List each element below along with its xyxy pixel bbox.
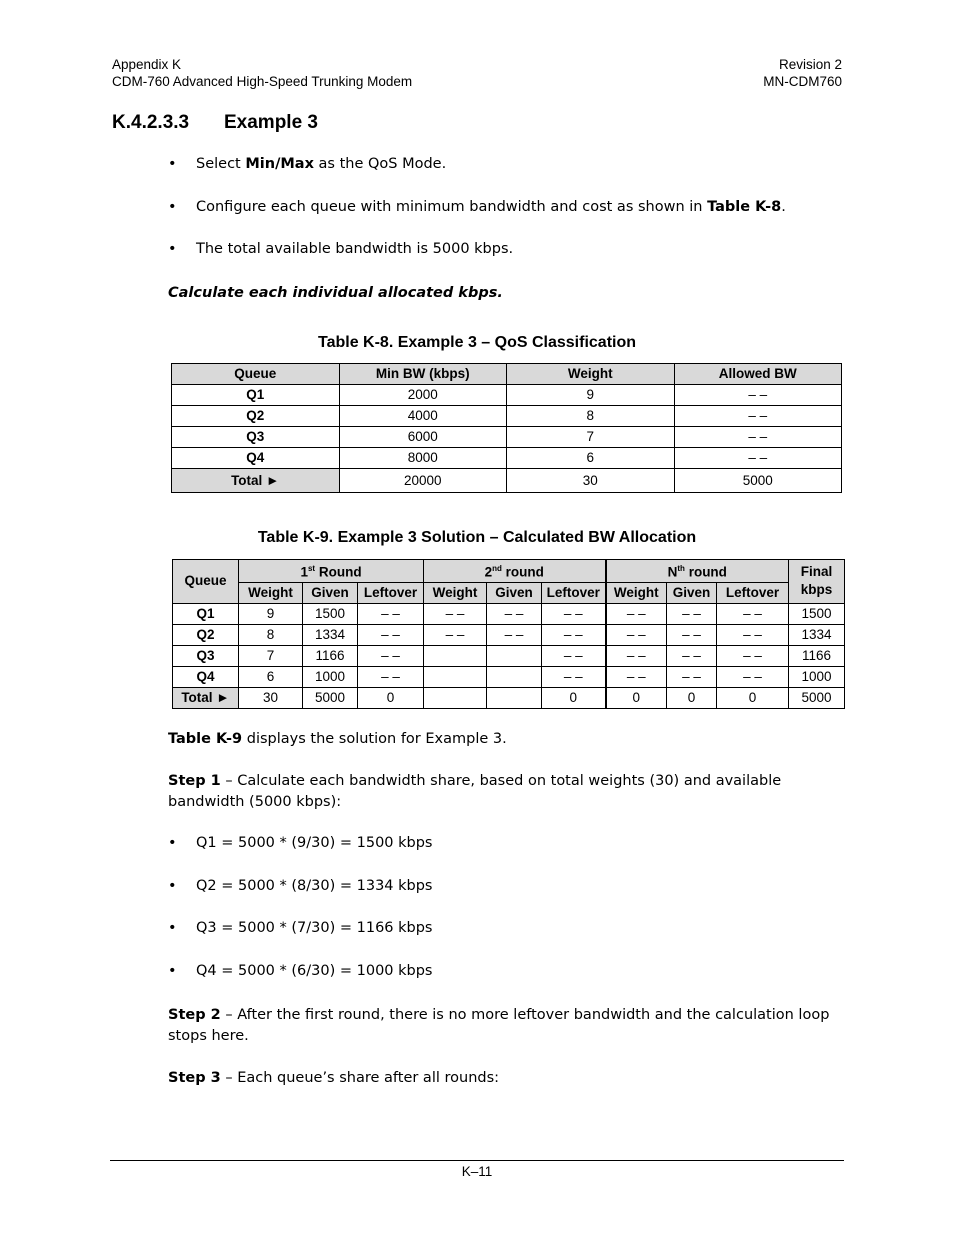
- column-header-queue: Queue: [172, 364, 340, 385]
- table-row: [173, 603, 845, 624]
- step-2: Step 2 – After the first round, there is no more leftover bandwidth and the calculation loop stops here.: [168, 1007, 830, 1044]
- row-label: Q2: [172, 406, 340, 427]
- table-cell: 20000: [339, 469, 507, 493]
- table-cell: 0: [606, 687, 667, 708]
- table-cell: – –: [717, 624, 789, 645]
- table-cell: – –: [606, 603, 667, 624]
- table-cell: 7: [507, 427, 675, 448]
- table-cell: – –: [674, 406, 842, 427]
- table-cell: – –: [674, 427, 842, 448]
- column-header-given: Given: [487, 582, 542, 603]
- calc-bullet-q1: • Q1 = 5000 * (9/30) = 1500 kbps: [168, 835, 433, 851]
- table-cell: – –: [717, 603, 789, 624]
- table-cell: – –: [667, 645, 717, 666]
- table-cell: – –: [606, 624, 667, 645]
- step-1: Step 1 – Calculate each bandwidth share, based on total weights (30) and available bandwidth (5000 kbps):: [168, 773, 782, 810]
- table-cell: – –: [606, 645, 667, 666]
- table-cell: 1166: [789, 645, 845, 666]
- bullet-configure-queue: • Configure each queue with minimum bandwidth and cost as shown in Table K-8.: [168, 199, 786, 215]
- table-cell: – –: [358, 624, 424, 645]
- section-title: Example 3: [224, 112, 318, 133]
- table-row: [173, 645, 845, 666]
- table-cell: [424, 666, 487, 687]
- header-product: CDM-760 Advanced High-Speed Trunking Modem: [112, 74, 413, 89]
- row-label: Q4: [172, 448, 340, 469]
- table-cell: [487, 666, 542, 687]
- table-cell: – –: [487, 624, 542, 645]
- column-header-given: Given: [667, 582, 717, 603]
- table-row: [172, 406, 842, 427]
- table-cell: – –: [667, 666, 717, 687]
- table-cell: 1334: [303, 624, 358, 645]
- table-cell: 1334: [789, 624, 845, 645]
- table-subheader-row: [173, 582, 845, 603]
- column-header-leftover: Leftover: [717, 582, 789, 603]
- column-header-min-bw: Min BW (kbps): [339, 364, 507, 385]
- table-cell: 5000: [789, 687, 845, 708]
- row-label: Q1: [172, 385, 340, 406]
- header-doc-number: MN-CDM760: [763, 74, 842, 89]
- table-cell: 0: [358, 687, 424, 708]
- table-cell: – –: [542, 603, 606, 624]
- table-cell: 9: [239, 603, 303, 624]
- table-cell: – –: [358, 666, 424, 687]
- table-cell: 1000: [789, 666, 845, 687]
- table-cell: 0: [542, 687, 606, 708]
- table-cell: 7: [239, 645, 303, 666]
- table-cell: – –: [674, 385, 842, 406]
- table-cell: 30: [239, 687, 303, 708]
- table-cell: – –: [667, 603, 717, 624]
- table-cell: – –: [674, 448, 842, 469]
- table-cell: [487, 687, 542, 708]
- row-label: Q2: [173, 624, 239, 645]
- bullet-total-bandwidth: • The total available bandwidth is 5000 kbps.: [168, 241, 514, 257]
- column-header-queue: Queue: [173, 560, 239, 604]
- column-group-round-n: $N^{th}$ round: [606, 560, 789, 583]
- bullet-qos-mode: • Select Min/Max as the QoS Mode.: [168, 156, 447, 172]
- table-k9: [172, 559, 845, 709]
- table-cell: – –: [358, 603, 424, 624]
- calc-bullet-q2: • Q2 = 5000 * (8/30) = 1334 kbps: [168, 878, 433, 894]
- footer-divider: [110, 1160, 844, 1161]
- table-cell: 8: [507, 406, 675, 427]
- table-cell: – –: [717, 645, 789, 666]
- column-header-weight: Weight: [606, 582, 667, 603]
- row-label: Q4: [173, 666, 239, 687]
- page-header-right: [763, 56, 842, 90]
- column-header-weight: Weight: [239, 582, 303, 603]
- calc-bullet-q3: • Q3 = 5000 * (7/30) = 1166 kbps: [168, 920, 433, 936]
- table-cell: 0: [667, 687, 717, 708]
- table-cell: 5000: [303, 687, 358, 708]
- total-label: Total ►: [173, 687, 239, 708]
- table-cell: 5000: [674, 469, 842, 493]
- table-cell: 6: [507, 448, 675, 469]
- table-group-header-row: [173, 560, 845, 583]
- table-cell: [424, 687, 487, 708]
- table-cell: 8: [239, 624, 303, 645]
- table-cell: – –: [487, 603, 542, 624]
- table-cell: 2000: [339, 385, 507, 406]
- header-revision: Revision 2: [778, 57, 842, 72]
- table-cell: 8000: [339, 448, 507, 469]
- table-cell: – –: [717, 666, 789, 687]
- calc-bullet-q4: • Q4 = 5000 * (6/30) = 1000 kbps: [168, 963, 433, 979]
- table-cell: 1166: [303, 645, 358, 666]
- column-group-round-1: 1st Round: [239, 560, 424, 583]
- table-header-row: [172, 364, 842, 385]
- table-cell: 1500: [789, 603, 845, 624]
- table-k8-caption: Table K-8. Example 3 – QoS Classification: [317, 334, 637, 351]
- column-header-leftover: Leftover: [542, 582, 606, 603]
- total-label: Total ►: [172, 469, 340, 493]
- column-header-given: Given: [303, 582, 358, 603]
- column-header-weight: Weight: [507, 364, 675, 385]
- column-header-allowed-bw: Allowed BW: [674, 364, 842, 385]
- table-cell: – –: [424, 624, 487, 645]
- table-row: [172, 427, 842, 448]
- table-cell: – –: [667, 624, 717, 645]
- solution-intro: Table K-9 displays the solution for Example 3.: [168, 731, 507, 747]
- table-cell: – –: [424, 603, 487, 624]
- row-label: Q3: [172, 427, 340, 448]
- table-cell: – –: [606, 666, 667, 687]
- table-cell: 6: [239, 666, 303, 687]
- header-appendix: Appendix K: [112, 57, 182, 72]
- table-total-row: [173, 687, 845, 708]
- table-cell: 9: [507, 385, 675, 406]
- table-cell: – –: [542, 624, 606, 645]
- table-row: [172, 385, 842, 406]
- table-cell: 4000: [339, 406, 507, 427]
- row-label: Q1: [173, 603, 239, 624]
- page-number: K–11: [461, 1164, 493, 1179]
- column-group-round-2: 2nd round: [424, 560, 606, 583]
- table-cell: [424, 645, 487, 666]
- step-3: Step 3 – Each queue’s share after all rounds:: [168, 1070, 500, 1086]
- column-header-leftover: Leftover: [358, 582, 424, 603]
- page-header-left: [112, 56, 412, 90]
- column-header-weight: Weight: [424, 582, 487, 603]
- table-cell: 1500: [303, 603, 358, 624]
- instruction-text: Calculate each individual allocated kbps.: [168, 285, 503, 301]
- section-number: K.4.2.3.3: [112, 112, 190, 133]
- table-cell: – –: [542, 645, 606, 666]
- section-heading: [112, 112, 318, 134]
- table-cell: – –: [358, 645, 424, 666]
- table-row: [173, 666, 845, 687]
- table-k9-caption: Table K-9. Example 3 Solution – Calculated BW Allocation: [257, 529, 697, 546]
- table-cell: 30: [507, 469, 675, 493]
- table-cell: 6000: [339, 427, 507, 448]
- table-cell: [487, 645, 542, 666]
- table-row: [173, 624, 845, 645]
- table-cell: 1000: [303, 666, 358, 687]
- table-total-row: [172, 469, 842, 493]
- table-cell: – –: [542, 666, 606, 687]
- column-header-final-kbps: Final kbps: [789, 560, 845, 604]
- table-k8: [171, 363, 842, 493]
- table-row: [172, 448, 842, 469]
- table-cell: 0: [717, 687, 789, 708]
- row-label: Q3: [173, 645, 239, 666]
